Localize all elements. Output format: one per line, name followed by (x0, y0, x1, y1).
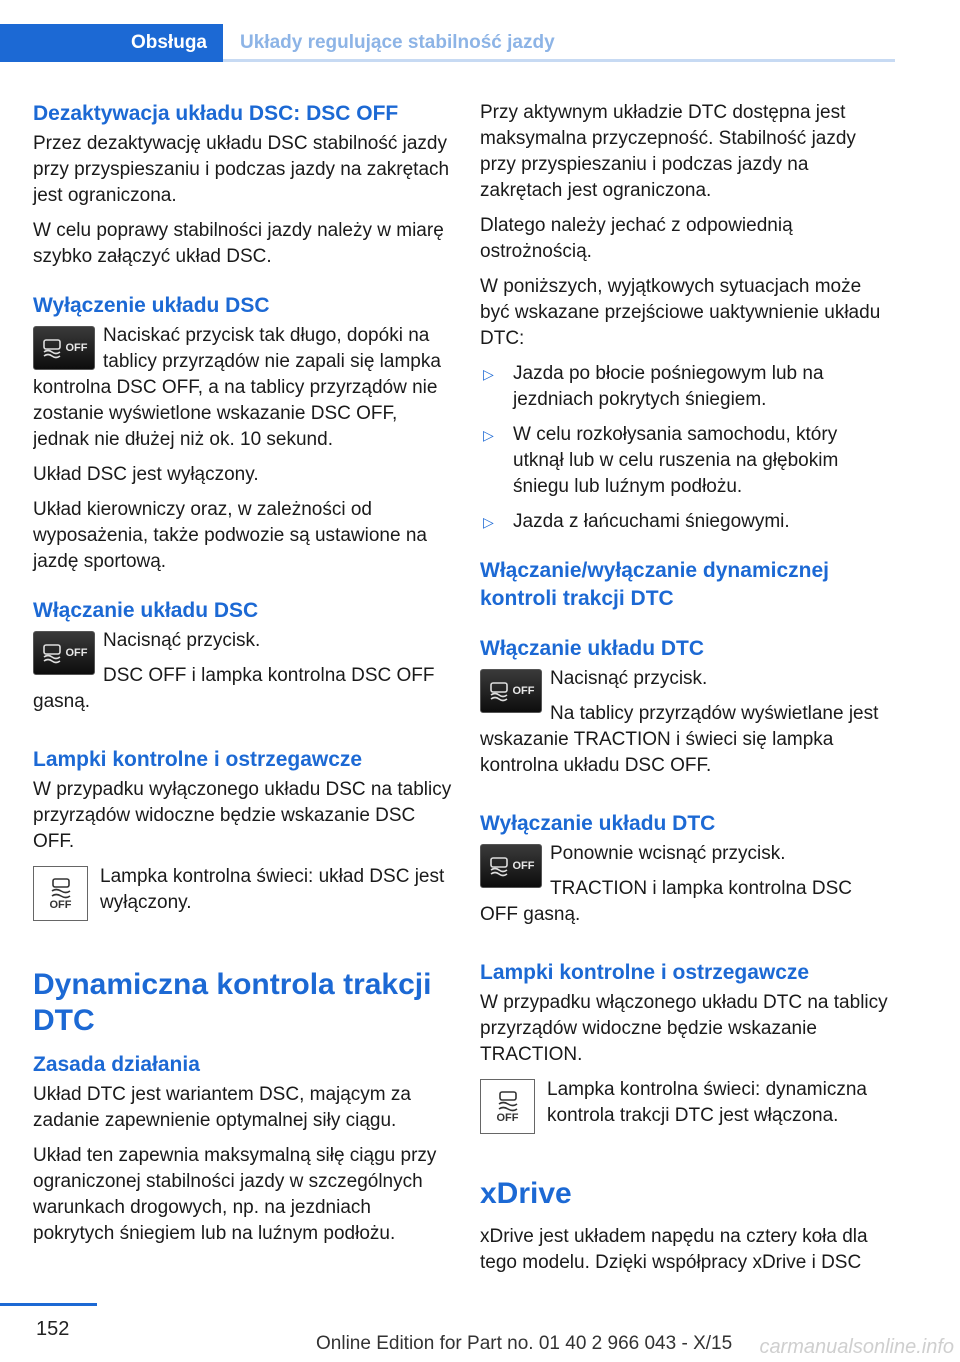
paragraph: Układ ten zapewnia maksymalną siłę ciągu przy ograniczonej stabilności jazdy w szczególnych warunkach drogowych, np. na jezdniach pokrytych śniegiem lub na luźnym podłożu. (33, 1145, 437, 1244)
page-number: 152 (36, 1318, 70, 1340)
paragraph: Nacisnąć przycisk. (103, 630, 261, 651)
paragraph: Układ DSC jest wyłączony. (33, 464, 259, 485)
indicator-dsc-off (33, 864, 453, 925)
heading-dsc-disable: Wyłączenie układu DSC (33, 294, 270, 317)
triangle-bullet-icon: ▷ (483, 366, 494, 382)
tab-obsluga[interactable]: Obsługa (0, 24, 223, 62)
header-bar (0, 24, 895, 62)
heading-dsc-enable: Włączanie układu DSC (33, 599, 259, 622)
paragraph: Lampka kontrolna świeci: dynamiczna kontrola trakcji DTC jest włączona. (547, 1079, 867, 1126)
dsc-off-lamp-icon (33, 866, 88, 921)
paragraph: Przez dezaktywację układu DSC stabilność jazdy przy przyspieszaniu i podczas jazdy na zakrętach jest ograniczona. (33, 133, 450, 206)
paragraph: Lampka kontrolna świeci: układ DSC jest wyłączony. (100, 866, 445, 913)
indicator-dtc-on (480, 1077, 892, 1138)
dtc-lamp-icon (480, 1079, 535, 1134)
off-label: OFF (65, 647, 88, 659)
paragraph: DSC OFF i lampka kontrolna DSC OFF gasną. (33, 665, 435, 712)
triangle-bullet-icon: ▷ (483, 514, 494, 530)
list-item-text: Jazda po błocie pośniegowym lub na jezdniach pokrytych śniegiem. (513, 363, 824, 410)
triangle-bullet-icon: ▷ (483, 427, 494, 443)
heading-dtc-disable: Wyłączanie układu DTC (480, 812, 716, 835)
edition-note: Online Edition for Part no. 01 40 2 966 043 - X/15 (316, 1333, 733, 1354)
dsc-off-button-icon (33, 326, 95, 370)
paragraph: Naciskać przycisk tak długo, dopóki na tablicy przyrządów nie zapali się lampka kontrolna DSC OFF, a na tablicy przyrządów nie zostanie wyświetlone wskazanie DSC OFF, jednak nie dłużej niż ok. 10 sekund. (33, 325, 441, 450)
heading-indicator-lamps: Lampki kontrolne i ostrzegawcze (480, 961, 810, 984)
header-divider (223, 59, 895, 62)
left-column (33, 100, 453, 1256)
list-item-text: W celu rozkołysania samochodu, który utknął lub w celu ruszenia na głębokim śniegu lub luźnym podłożu. (513, 424, 839, 497)
situations-list (480, 361, 892, 535)
footer-divider (0, 1303, 97, 1306)
heading-dtc-enable: Włączanie układu DTC (480, 637, 705, 660)
paragraph: W poniższych, wyjątkowych sytuacjach może być wskazane przejściowe uaktywnienie układu DTC: (480, 276, 881, 349)
paragraph: Dlatego należy jechać z odpowiednią ostrożnością. (480, 215, 793, 262)
instruction-dtc-disable (480, 841, 892, 937)
paragraph: Na tablicy przyrządów wyświetlane jest wskazanie TRACTION i świeci się lampka kontrolna układu DSC OFF. (480, 703, 879, 776)
paragraph: W celu poprawy stabilności jazdy należy w miarę szybko załączyć układ DSC. (33, 220, 444, 267)
off-label: OFF (65, 342, 88, 354)
dsc-off-button-icon (33, 631, 95, 675)
off-label: OFF (496, 1111, 519, 1124)
list-item (480, 361, 892, 413)
off-label: OFF (512, 685, 535, 697)
list-item (480, 422, 892, 500)
list-item-text: Jazda z łańcuchami śniegowymi. (513, 511, 790, 532)
paragraph: W przypadku włączonego układu DTC na tablicy przyrządów widoczne będzie wskazanie TRACTION. (480, 992, 888, 1065)
paragraph: W przypadku wyłączonego układu DSC na tablicy przyrządów widoczne będzie wskazanie DSC OFF. (33, 779, 452, 852)
dsc-off-button-icon (480, 844, 542, 888)
tab-section-title[interactable]: Układy regulujące stabilność jazdy (240, 32, 555, 53)
paragraph: Układ DTC jest wariantem DSC, mającym za zadanie zapewnienie optymalnej siły ciągu. (33, 1084, 411, 1131)
paragraph: Ponownie wcisnąć przycisk. (550, 843, 786, 864)
off-label: OFF (49, 898, 72, 911)
paragraph: xDrive jest układem napędu na cztery koła dla tego modelu. Dzięki współpracy xDrive i DSC (480, 1226, 868, 1273)
list-item (480, 509, 892, 535)
heading-indicator-lamps: Lampki kontrolne i ostrzegawcze (33, 748, 363, 771)
off-label: OFF (512, 860, 535, 872)
heading-principle: Zasada działania (33, 1053, 200, 1076)
heading-dtc-onoff: Włączanie/wyłączanie dynamicznej kontroli trakcji DTC (480, 559, 829, 610)
heading-dsc-off: Dezaktywacja układu DSC: DSC OFF (33, 102, 399, 125)
heading-dtc: Dynamiczna kontrola trakcji DTC (33, 968, 432, 1037)
dsc-off-button-icon (480, 669, 542, 713)
paragraph: Nacisnąć przycisk. (550, 668, 708, 689)
paragraph: TRACTION i lampka kontrolna DSC OFF gasną. (480, 878, 852, 925)
instruction-dtc-enable (480, 666, 892, 788)
paragraph: Przy aktywnym układzie DTC dostępna jest maksymalna przyczepność. Stabilność jazdy przy przyspieszaniu i podczas jazdy na zakrętach jest ograniczona. (480, 102, 856, 201)
instruction-dsc-enable (33, 628, 453, 724)
watermark: carmanualsonline.info (759, 1336, 954, 1358)
paragraph: Układ kierowniczy oraz, w zależności od wyposażenia, także podwozie są ustawione na jazdę sportową. (33, 499, 427, 572)
instruction-dsc-disable (33, 323, 453, 462)
right-column (480, 100, 892, 1285)
heading-xdrive: xDrive (480, 1177, 572, 1210)
